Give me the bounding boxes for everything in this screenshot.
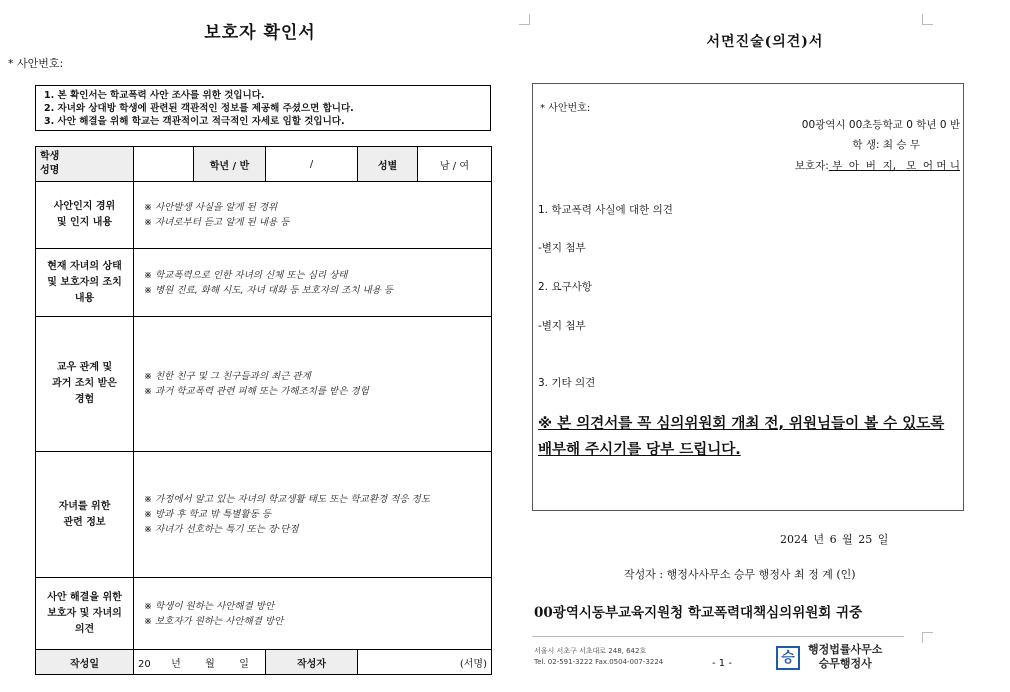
row-content-child-status[interactable] — [134, 249, 492, 317]
table-row — [36, 147, 492, 182]
row-item: ※ 보호자가 원하는 사안해결 방안 — [144, 615, 284, 627]
emphasis-note: ※ 본 의견서를 꼭 심의위원회 개최 전, 위원님들이 볼 수 있도록 배부해 주시기를 당부 드립니다. — [538, 416, 945, 458]
month-unit: 월 — [205, 658, 215, 670]
recipient-line: 00광역시동부교육지원청 학교폭력대책심의위원회 귀중 — [534, 605, 863, 621]
left-doc-title: 보호자 확인서 — [204, 23, 316, 43]
guardian-value: 부 아 버 지, 모 어 머 니 — [828, 160, 960, 172]
row-content-friendships[interactable] — [134, 317, 492, 452]
logo-line-1: 행정법률사무소 — [808, 643, 883, 656]
signature-field[interactable]: (서명) — [358, 650, 492, 675]
statement-author: 작성자 : 행정사사무소 승무 행정사 최 정 계 (인) — [624, 568, 856, 581]
notice-box — [35, 85, 491, 131]
table-row — [36, 650, 492, 675]
page-number: - 1 - — [712, 658, 732, 669]
office-logo-icon: 승 — [776, 646, 800, 670]
guardian-label: 보호자: — [794, 160, 829, 172]
school-line: 00광역시 00초등학교 0 학년 0 반 — [801, 119, 960, 131]
row-item: ※ 과거 학교폭력 관련 피해 또는 가해조치를 받은 경험 — [144, 386, 369, 397]
statement-date: 2024 년 6 월 25 일 — [780, 533, 889, 546]
table-row — [36, 578, 492, 650]
right-doc-title: 서면진술(의견)서 — [706, 34, 824, 50]
page-corner-mark — [922, 14, 933, 25]
row-item: ※ 자녀로부터 듣고 알게 된 내용 등 — [144, 217, 290, 228]
row-item: ※ 병원 진료, 화해 시도, 자녀 대화 등 보호자의 조치 내용 등 — [144, 284, 394, 296]
year-prefix: 20 — [138, 658, 151, 670]
row-item: ※ 가정에서 알고 있는 자녀의 학교생활 태도 또는 학교환경 적응 정도 — [144, 494, 430, 505]
notice-line-2: 2. 자녀와 상대방 학생에 관련된 객관적인 정보를 제공해 주셨으면 합니다. — [44, 103, 354, 114]
section-2-heading: 2. 요구사항 — [538, 281, 592, 293]
row-item: ※ 자녀가 선호하는 특기 또는 장·단점 — [144, 524, 299, 535]
row-content-opinions[interactable] — [134, 578, 492, 650]
footer-address: 서울시 서초구 서초대로 248, 642호 — [534, 647, 647, 655]
row-item: ※ 친한 친구 및 그 친구들과의 최근 관계 — [144, 371, 311, 382]
student-line: 학 생: 최 승 무 — [852, 139, 920, 151]
section-2-attachment: -별지 첨부 — [538, 320, 586, 332]
date-field[interactable] — [134, 650, 266, 675]
guardian-line — [795, 158, 960, 173]
left-case-number-label: * 사안번호: — [8, 57, 64, 70]
row-label-child-status: 현재 자녀의 상태 및 보호자의 조치 내용 — [36, 249, 134, 317]
student-name-field[interactable] — [134, 147, 194, 182]
author-label: 작성자 — [266, 650, 358, 675]
section-1-heading: 1. 학교폭력 사실에 대한 의견 — [538, 204, 673, 216]
footer-divider — [532, 636, 904, 637]
row-item: ※ 사안발생 사실을 알게 된 경위 — [144, 202, 278, 213]
row-item: ※ 학생이 원하는 사안해결 방안 — [144, 600, 275, 612]
footer-address-block — [534, 646, 663, 668]
year-unit: 년 — [171, 658, 181, 670]
table-row — [36, 182, 492, 249]
gender-field[interactable]: 남 / 여 — [418, 147, 492, 182]
table-row — [36, 452, 492, 578]
grade-class-label: 학년 / 반 — [194, 147, 266, 182]
page-corner-mark — [922, 632, 933, 643]
row-label-child-info: 자녀를 위한 관련 정보 — [36, 452, 134, 578]
footer-phone: Tel. 02-591-3222 Fax.0504-007-3224 — [534, 658, 664, 666]
grade-class-field[interactable]: / — [266, 147, 358, 182]
section-3-heading: 3. 기타 의견 — [538, 377, 596, 389]
right-case-number-label: * 사안번호: — [540, 103, 591, 114]
row-label-opinions: 사안 해결을 위한 보호자 및 자녀의 의견 — [36, 578, 134, 650]
row-label-friendships: 교우 관계 및 과거 조치 받은 경험 — [36, 317, 134, 452]
row-item: ※ 학교폭력으로 인한 자녀의 신체 또는 심리 상태 — [144, 269, 348, 281]
page-corner-mark — [519, 14, 530, 25]
guardian-form-table — [35, 146, 492, 675]
date-label: 작성일 — [36, 650, 134, 675]
table-row — [36, 317, 492, 452]
section-1-attachment: -별지 첨부 — [538, 242, 586, 254]
logo-line-2: 승무행정사 — [818, 657, 872, 670]
row-content-child-info[interactable] — [134, 452, 492, 578]
gender-label: 성별 — [358, 147, 418, 182]
row-label-awareness: 사안인지 경위 및 인지 내용 — [36, 182, 134, 249]
day-unit: 일 — [239, 658, 249, 670]
row-content-awareness[interactable] — [134, 182, 492, 249]
row-item: ※ 방과 후 학교 밖 특별활동 등 — [144, 509, 272, 520]
office-logo-text — [808, 643, 882, 671]
notice-line-1: 1. 본 확인서는 학교폭력 사안 조사를 위한 것입니다. — [44, 90, 265, 101]
notice-line-3: 3. 사안 해결을 위해 학교는 객관적이고 적극적인 자세로 임할 것입니다. — [44, 116, 345, 127]
table-row — [36, 249, 492, 317]
student-name-label: 학생 성명 — [36, 147, 134, 182]
